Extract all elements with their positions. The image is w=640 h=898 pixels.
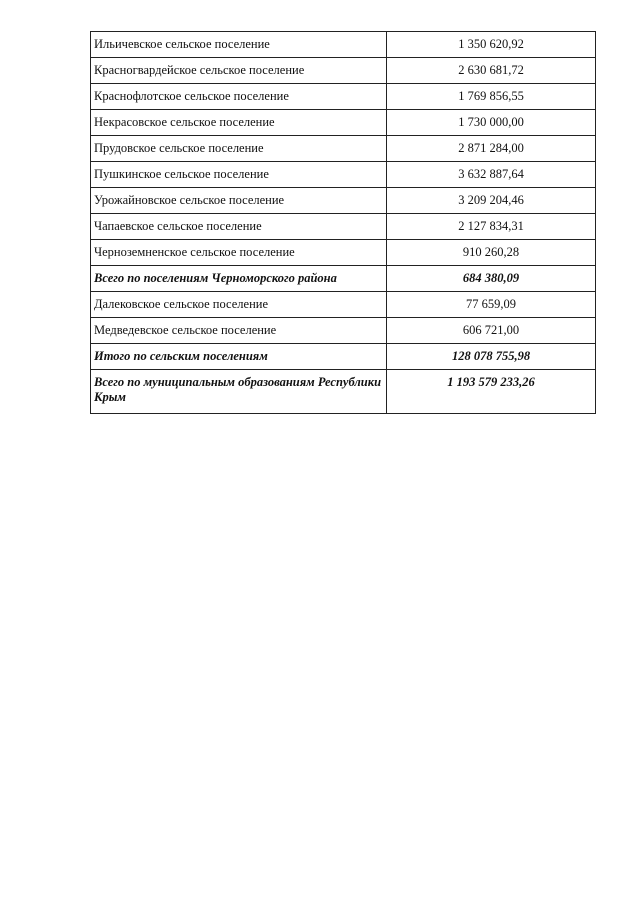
settlement-name: Некрасовское сельское поселение	[91, 110, 387, 136]
settlement-name: Чапаевское сельское поселение	[91, 214, 387, 240]
settlement-amount: 3 209 204,46	[387, 188, 596, 214]
settlement-amount: 2 630 681,72	[387, 58, 596, 84]
table-row	[91, 136, 596, 162]
settlements-table	[90, 31, 596, 414]
table-row	[91, 292, 596, 318]
grand-total-label: Всего по муниципальным образованиям Республики Крым	[91, 370, 387, 414]
table-row	[91, 32, 596, 58]
table-row	[91, 318, 596, 344]
table-row	[91, 240, 596, 266]
settlement-amount: 910 260,28	[387, 240, 596, 266]
settlement-amount: 77 659,09	[387, 292, 596, 318]
settlement-amount: 2 127 834,31	[387, 214, 596, 240]
table-row	[91, 110, 596, 136]
settlement-amount: 1 769 856,55	[387, 84, 596, 110]
settlement-name: Черноземненское сельское поселение	[91, 240, 387, 266]
table-row	[91, 58, 596, 84]
grand-total-amount: 1 193 579 233,26	[387, 370, 596, 414]
table-row	[91, 162, 596, 188]
settlement-name: Прудовское сельское поселение	[91, 136, 387, 162]
settlement-name: Далековское сельское поселение	[91, 292, 387, 318]
settlement-amount: 606 721,00	[387, 318, 596, 344]
settlement-name: Медведевское сельское поселение	[91, 318, 387, 344]
settlement-amount: 3 632 887,64	[387, 162, 596, 188]
rural-total-row	[91, 344, 596, 370]
settlement-amount: 1 350 620,92	[387, 32, 596, 58]
table-row	[91, 188, 596, 214]
settlement-name: Краснофлотское сельское поселение	[91, 84, 387, 110]
settlement-name: Пушкинское сельское поселение	[91, 162, 387, 188]
subtotal-row	[91, 266, 596, 292]
settlement-name: Урожайновское сельское поселение	[91, 188, 387, 214]
settlement-name: Ильичевское сельское поселение	[91, 32, 387, 58]
rural-total-label: Итого по сельским поселениям	[91, 344, 387, 370]
settlement-amount: 2 871 284,00	[387, 136, 596, 162]
subtotal-amount: 684 380,09	[387, 266, 596, 292]
table-row	[91, 84, 596, 110]
subtotal-label: Всего по поселениям Черноморского района	[91, 266, 387, 292]
settlement-name: Красногвардейское сельское поселение	[91, 58, 387, 84]
table-row	[91, 214, 596, 240]
rural-total-amount: 128 078 755,98	[387, 344, 596, 370]
settlement-amount: 1 730 000,00	[387, 110, 596, 136]
grand-total-row	[91, 370, 596, 414]
